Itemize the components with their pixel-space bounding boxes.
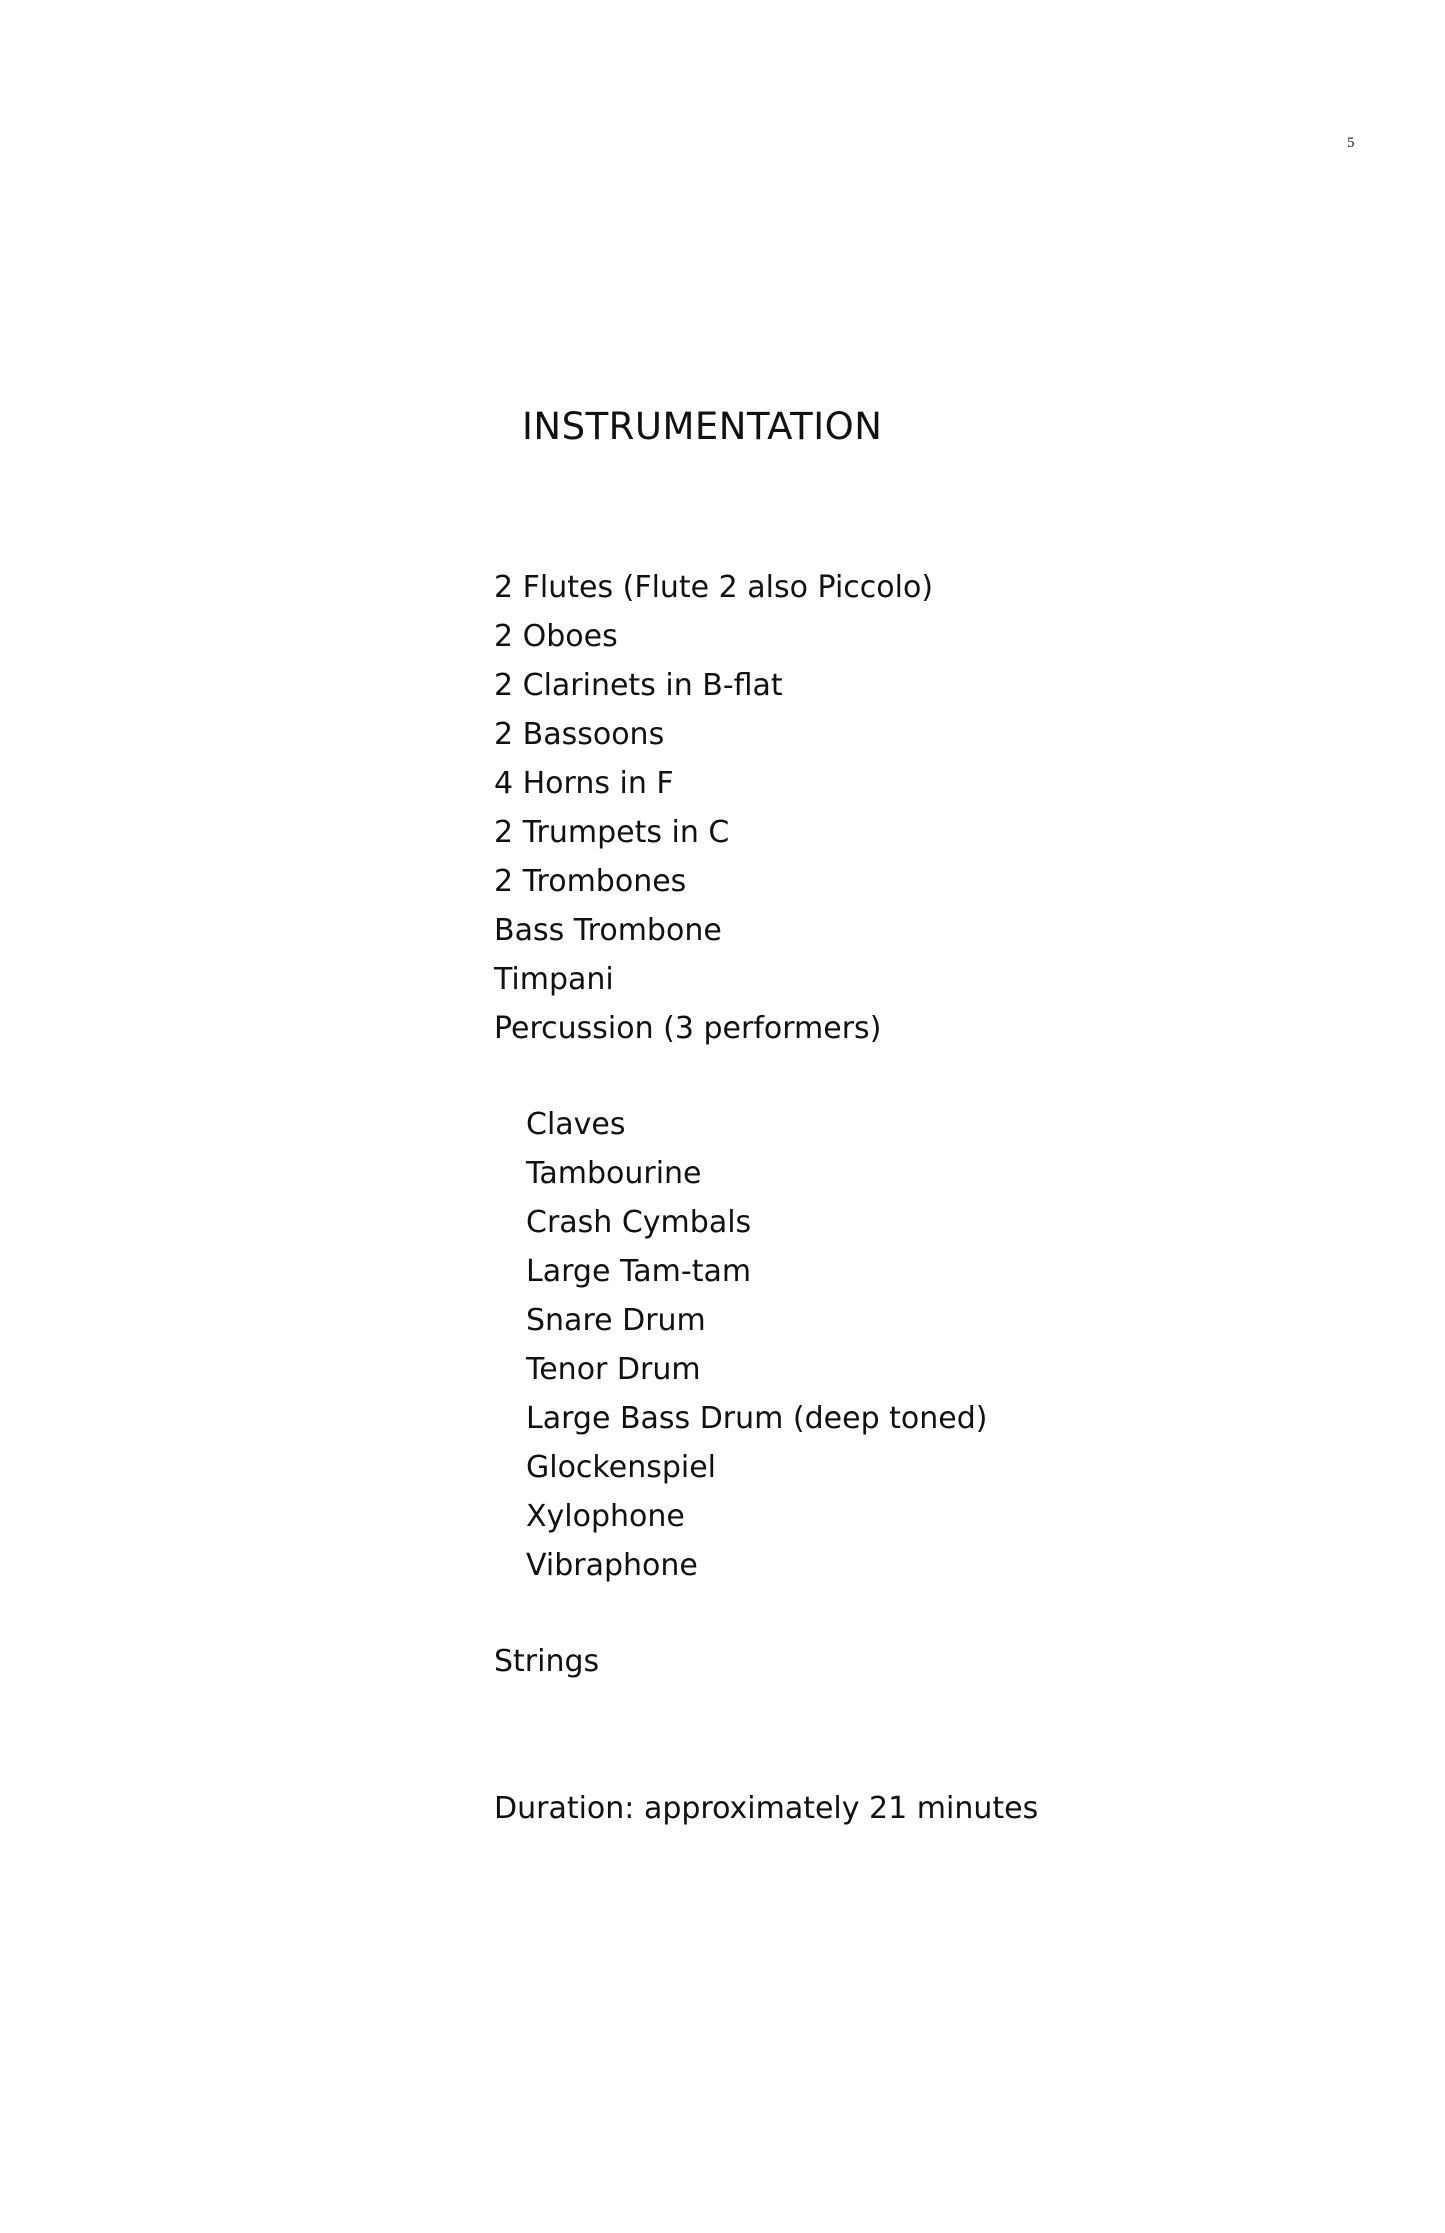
instrument-item: 2 Trumpets in C xyxy=(494,815,730,850)
instrument-item: 4 Horns in F xyxy=(494,766,674,801)
duration-line: Duration: approximately 21 minutes xyxy=(494,1791,1039,1826)
instrument-item: Percussion (3 performers) xyxy=(494,1011,882,1046)
percussion-item: Tenor Drum xyxy=(526,1352,701,1387)
percussion-item: Snare Drum xyxy=(526,1303,706,1338)
instrument-item: Bass Trombone xyxy=(494,913,722,948)
instrument-list xyxy=(494,563,933,1053)
instrument-item: 2 Clarinets in B-flat xyxy=(494,668,783,703)
percussion-list xyxy=(526,1100,987,1590)
strings-line: Strings xyxy=(494,1644,600,1679)
percussion-item: Xylophone xyxy=(526,1499,685,1534)
instrument-item: 2 Oboes xyxy=(494,619,618,654)
percussion-item: Large Bass Drum (deep toned) xyxy=(526,1401,988,1436)
percussion-item: Large Tam-tam xyxy=(526,1254,752,1289)
instrument-item: Timpani xyxy=(494,962,614,997)
percussion-item: Vibraphone xyxy=(526,1548,698,1583)
percussion-item: Tambourine xyxy=(526,1156,702,1191)
instrument-item: 2 Bassoons xyxy=(494,717,665,752)
percussion-item: Crash Cymbals xyxy=(526,1205,752,1240)
page-number: 5 xyxy=(1347,135,1355,151)
page-title: INSTRUMENTATION xyxy=(522,405,883,448)
percussion-item: Claves xyxy=(526,1107,626,1142)
instrument-item: 2 Flutes (Flute 2 also Piccolo) xyxy=(494,570,934,605)
percussion-item: Glockenspiel xyxy=(526,1450,717,1485)
instrument-item: 2 Trombones xyxy=(494,864,687,899)
